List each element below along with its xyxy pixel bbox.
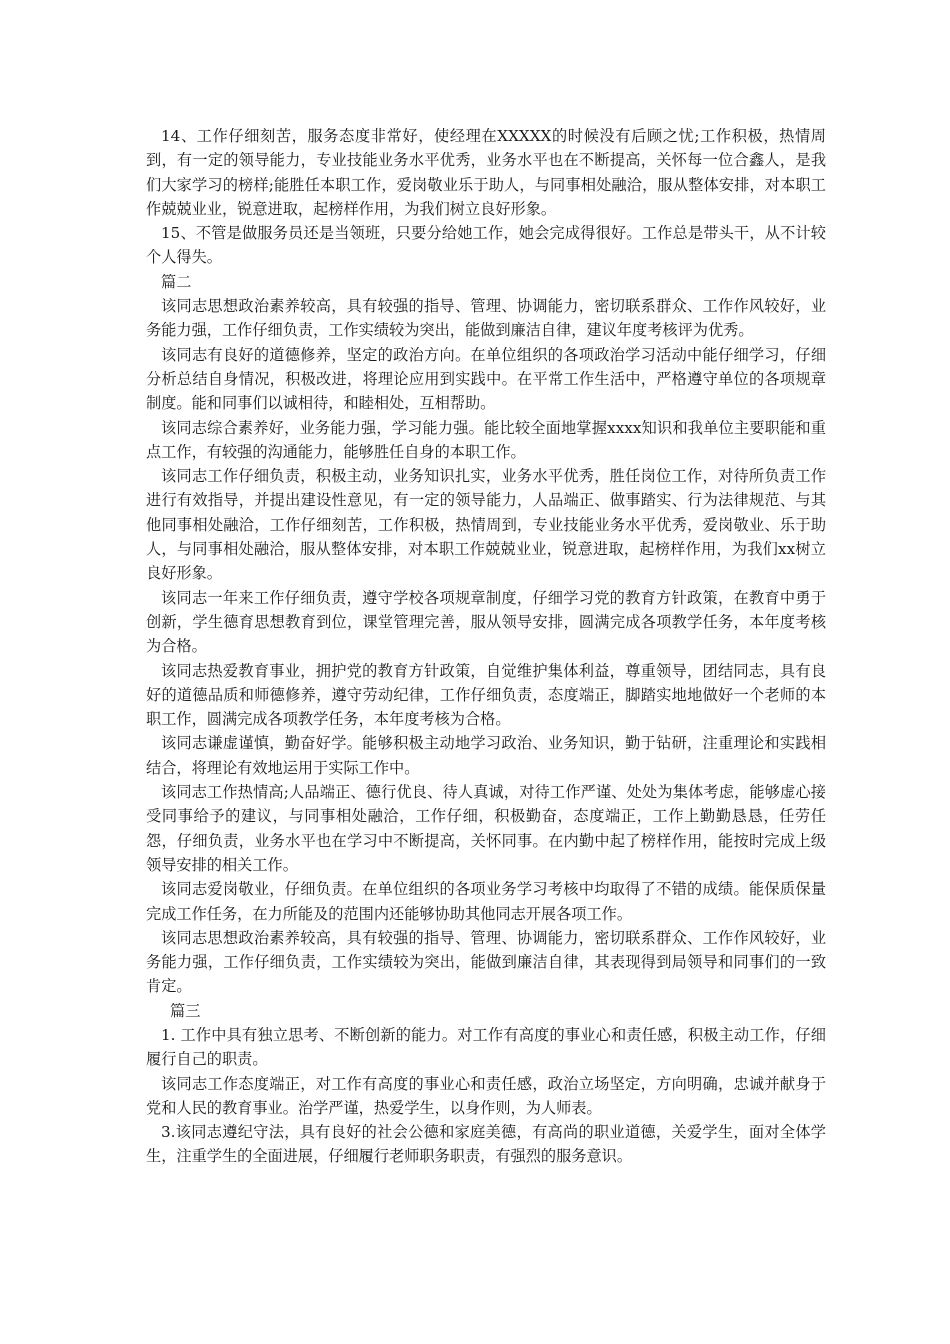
paragraph-item-15: 15、不管是做服务员还是当领班，只要分给她工作，她会完成得很好。工作总是带头干，从不计较个人得失。 xyxy=(146,224,826,267)
paragraph-item-14: 14、工作仔细刻苦，服务态度非常好，使经理在XXXXX的时候没有后顾之忧;工作积极，热情周到，有一定的领导能力，专业技能业务水平优秀，业务水平也在不断提高，关怀每一位合鑫人，是我们大家学习的榜样;能胜任本职工作，爱岗敬业乐于助人，与同事相处融洽，服从整体安排，对本职工作兢兢业业，锐意进取，起榜样作用，为我们树立良好形象。 xyxy=(146,127,826,218)
paragraph: 该同志一年来工作仔细负责，遵守学校各项规章制度，仔细学习党的教育方针政策，在教育中勇于创新，学生德育思想教育到位，课堂管理完善，服从领导安排，圆满完成各项教学任务，本年度考核为合格。 xyxy=(146,588,826,656)
paragraph: 该同志思想政治素养较高，具有较强的指导、管理、协调能力，密切联系群众、工作作风较好，业务能力强，工作仔细负责，工作实绩较为突出，能做到廉洁自律，建议年度考核评为优秀。 xyxy=(146,297,826,340)
section-heading-part-three: 篇三 xyxy=(170,1001,201,1020)
paragraph: 该同志工作热情高;人品端正、德行优良、待人真诚，对待工作严谨、处处为集体考虑，能够虚心接受同事给予的建议，与同事相处融洽，工作仔细，积极勤奋，态度端正，工作上勤勤恳恳，任劳任怨，仔细负责，业务水平也在学习中不断提高，关怀同事。在内勤中起了榜样作用，能按时完成上级领导安排的相关工作。 xyxy=(146,783,826,874)
paragraph: 该同志有良好的道德修养，坚定的政治方向。在单位组织的各项政治学习活动中能仔细学习，仔细分析总结自身情况，积极改进，将理论应用到实践中。在平常工作生活中，严格遵守单位的各项规章制度。能和同事们以诚相待，和睦相处，互相帮助。 xyxy=(146,345,826,413)
paragraph: 该同志热爱教育事业，拥护党的教育方针政策，自觉维护集体利益，尊重领导，团结同志，具有良好的道德品质和师德修养，遵守劳动纪律，工作仔细负责，态度端正，脚踏实地地做好一个老师的本职工作，圆满完成各项教学任务，本年度考核为合格。 xyxy=(146,661,826,729)
paragraph-item-3: 3.该同志遵纪守法，具有良好的社会公德和家庭美德，有高尚的职业道德，关爱学生，面对全体学生，注重学生的全面进展，仔细履行老师职务职责，有强烈的服务意识。 xyxy=(146,1123,826,1166)
paragraph: 该同志思想政治素养较高，具有较强的指导、管理、协调能力，密切联系群众、工作作风较好，业务能力强，工作仔细负责，工作实绩较为突出，能做到廉洁自律，其表现得到局领导和同事们的一致肯定。 xyxy=(146,928,826,996)
document-body xyxy=(146,124,826,1169)
paragraph: 该同志爱岗敬业，仔细负责。在单位组织的各项业务学习考核中均取得了不错的成绩。能保质保量完成工作任务，在力所能及的范围内还能够协助其他同志开展各项工作。 xyxy=(146,880,826,923)
paragraph: 该同志工作仔细负责，积极主动，业务知识扎实，业务水平优秀，胜任岗位工作，对待所负责工作进行有效指导，并提出建设性意见，有一定的领导能力，人品端正、做事踏实、行为法律规范、与其他同事相处融洽，工作仔细刻苦，工作积极，热情周到，专业技能业务水平优秀，爱岗敬业、乐于助人，与同事相处融洽，服从整体安排，对本职工作兢兢业业，锐意进取，起榜样作用，为我们xx树立良好形象。 xyxy=(146,467,826,583)
paragraph: 该同志综合素养好，业务能力强，学习能力强。能比较全面地掌握xxxx知识和我单位主要职能和重点工作，有较强的沟通能力，能够胜任自身的本职工作。 xyxy=(146,418,826,461)
section-heading-part-two: 篇二 xyxy=(161,272,192,291)
paragraph-item-1: 1. 工作中具有独立思考、不断创新的能力。对工作有高度的事业心和责任感，积极主动工作，仔细履行自己的职责。 xyxy=(146,1025,826,1069)
paragraph: 该同志谦虚谨慎，勤奋好学。能够积极主动地学习政治、业务知识，勤于钻研，注重理论和实践相结合，将理论有效地运用于实际工作中。 xyxy=(146,734,826,777)
paragraph: 该同志工作态度端正，对工作有高度的事业心和责任感，政治立场坚定，方向明确，忠诚并献身于党和人民的教育事业。治学严谨，热爱学生，以身作则，为人师表。 xyxy=(146,1074,826,1117)
